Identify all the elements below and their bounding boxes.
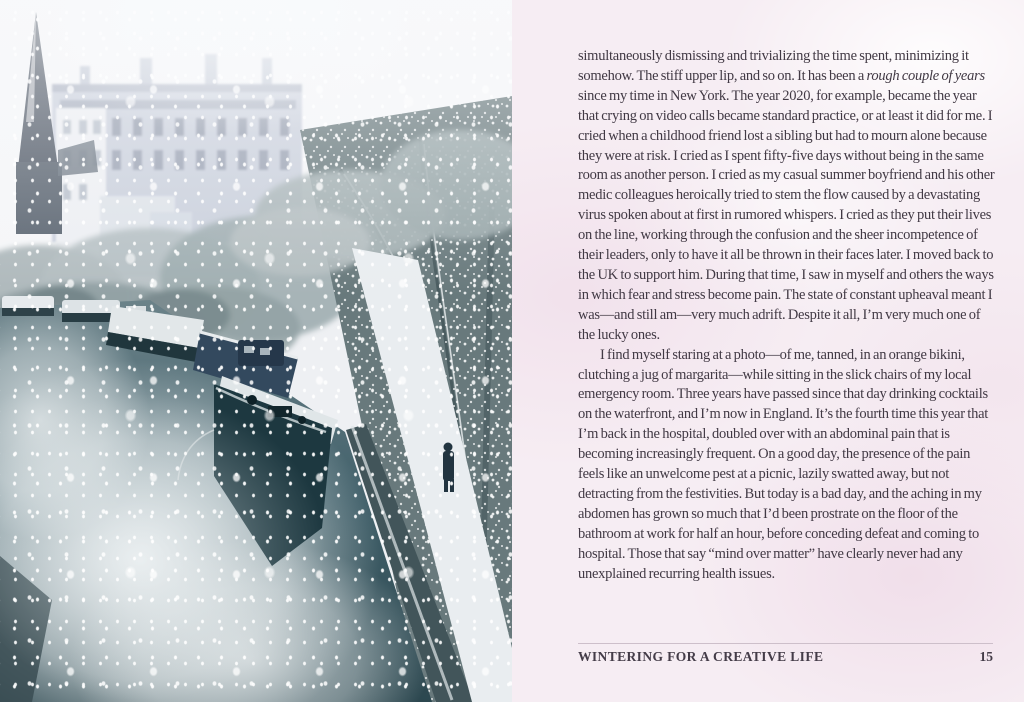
paragraph-1-pre: simultaneously dismissing and trivializing the time spent, minimizing it somehow. The stiff upper lip, and so on. It has been a: [578, 48, 969, 84]
page-body-text: [578, 47, 995, 584]
page-number: 15: [979, 649, 993, 664]
paragraph-1: [578, 47, 995, 346]
running-head: WINTERING FOR A CREATIVE LIFE: [578, 649, 824, 664]
paragraph-1-italic: rough couple of years: [866, 67, 985, 84]
page-footer: [578, 643, 993, 665]
paragraph-2: I find myself staring at a photo—of me, tanned, in an orange bikini, clutching a jug of margarita—while sitting in the slick chairs of my local emergency room. Three years have passed since that day drinking cocktails on the waterfront, and I’m now in England. It’s the fourth time this year that I’m back in the hospital, doubled over with an abdominal pain that is becoming increasingly frequent. On a good day, the presence of the pain feels like an unwelcome pest at a picnic, lazily swatted away, but not detracting from the festivities. But today is a bad day, and the aching in my abdomen has grown so much that I’d been prostrate on the floor of the bathroom at work for half an hour, before conceding defeat and coming to hospital. Those that say “mind over matter” have clearly never had any unexplained recurring health issues.: [578, 346, 989, 582]
paragraph-1-post: since my time in New York. The year 2020, for example, became the year that crying on video calls became standard practice, or at least it did for me. I cried when a childhood friend lost a sibling but had to mourn alone because they were at risk. I cried as I spent fifty-five days without being in the same room as another person. I cried as my casual summer boyfriend and his other medic colleagues heroically tried to stem the flow caused by a devastating virus spoken about at first in rumored whispers. I cried as they put their lives on the line, working through the confusion and the sheer incompetence of their leaders, only to have it all be thrown in their faces later. I moved back to the UK to support him. During that time, I saw in myself and others the ways in which fear and stress become pain. The state of constant upheaval meant I was—and still am—very much adrift. Despite it all, I’m very much one of the lucky ones.: [578, 87, 995, 343]
text-page: [512, 0, 1024, 702]
